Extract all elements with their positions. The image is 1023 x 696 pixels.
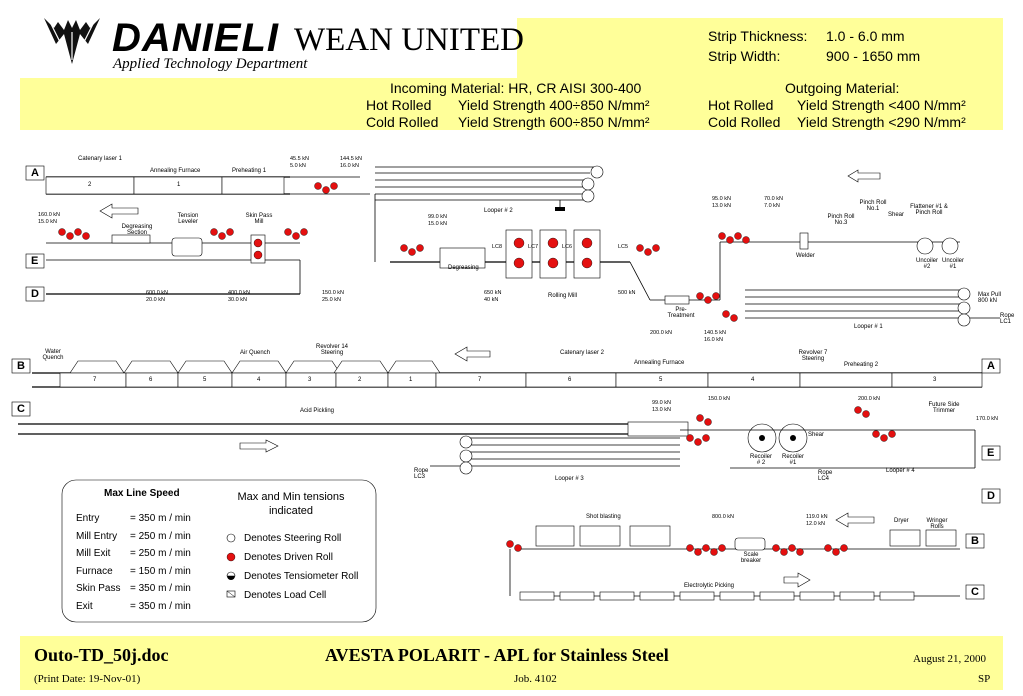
speed-row: Mill Exit = 250 m / min: [76, 548, 191, 559]
tension-label: 30.0 kN: [228, 297, 247, 303]
tension-label: 200.0 kN: [858, 396, 881, 402]
stand-lc8: LC8: [492, 244, 503, 250]
tension-label: 20.0 kN: [146, 297, 165, 303]
catenary-laser-2: Catenary laser 2: [560, 350, 605, 356]
pretreatment: Pre-Treatment: [667, 307, 695, 319]
job-number: Job. 4102: [514, 673, 557, 685]
zone-b-3: 3: [308, 377, 312, 383]
strip-width-value: 900 - 1650 mm: [826, 48, 921, 64]
strip-thickness-label: Strip Thickness:: [708, 28, 808, 44]
marker-E-top: E: [31, 255, 39, 267]
marker-D-top: D: [31, 288, 39, 300]
zone-b-6b: 6: [568, 377, 572, 383]
tension-label: 99.0 kN: [652, 400, 671, 406]
stand-lc7: LC7: [528, 244, 539, 250]
zone-b-2: 2: [358, 377, 362, 383]
annealing-furnace-b: Annealing Furnace: [634, 360, 685, 366]
tension-label: 150.0 kN: [708, 396, 731, 402]
tension-label: 99.0 kN: [428, 214, 447, 220]
uncoiler-2: Uncoiler #2: [915, 258, 938, 270]
company-name-regular: WEAN UNITED: [294, 22, 525, 58]
speed-row: Entry = 350 m / min: [76, 513, 191, 524]
tension-label: 160.0 kN: [38, 212, 61, 218]
tension-label: 500 kN: [618, 290, 636, 296]
zone-b-6: 6: [149, 377, 153, 383]
rope-lc1: Rope LC1: [1000, 313, 1015, 325]
tension-label: 16.0 kN: [340, 163, 359, 169]
pinch-roll-1: Pinch Roll No.1: [859, 200, 887, 212]
max-line-speed-title: Max Line Speed: [104, 488, 180, 499]
tension-label: 95.0 kN: [712, 196, 731, 202]
flattener: Flattener #1 & Pinch Roll: [910, 204, 948, 216]
air-quench: Air Quench: [240, 350, 271, 356]
incoming-row-spec: Yield Strength 600÷850 N/mm²: [458, 114, 650, 130]
outgoing-row-type: Hot Rolled: [708, 97, 774, 113]
dryer: Dryer: [894, 518, 909, 524]
looper-2: Looper # 2: [484, 208, 513, 214]
footer-initials: SP: [978, 673, 991, 685]
tension-label: 15.0 kN: [38, 219, 57, 225]
company-name-bold: DANIELI: [112, 16, 279, 60]
degreasing-section: Degreasing Section: [121, 224, 153, 236]
looper-4: Looper # 4: [886, 468, 915, 474]
shot-blasting: Shot blasting: [586, 514, 621, 520]
stand-lc5: LC5: [618, 244, 629, 250]
zone-b-4b: 4: [751, 377, 755, 383]
legend-loadcell: Denotes Load Cell: [244, 590, 327, 601]
legend-steering: Denotes Steering Roll: [244, 533, 342, 544]
department-label: Applied Technology Department: [113, 56, 308, 72]
tension-label: 144.5 kN: [340, 156, 363, 162]
strip-width-label: Strip Width:: [708, 48, 781, 64]
acid-pickling: Acid Pickling: [300, 408, 335, 414]
scale-breaker: Scale breaker: [740, 552, 762, 564]
strip-thickness-value: 1.0 - 6.0 mm: [826, 28, 905, 44]
zone-b-7: 7: [93, 377, 97, 383]
tension-label: 70.0 kN: [764, 196, 783, 202]
outgoing-row-spec: Yield Strength <400 N/mm²: [797, 97, 966, 113]
max-pull-entry: Max Pull 800 kN: [978, 292, 1002, 304]
incoming-row-spec: Yield Strength 400÷850 N/mm²: [458, 97, 650, 113]
preheating-2: Preheating 2: [844, 362, 879, 368]
zone-2: 2: [88, 182, 92, 188]
footer-date: August 21, 2000: [913, 653, 987, 665]
welder: Welder: [796, 253, 815, 259]
marker-C-left: C: [17, 403, 25, 415]
revolver-7: Revolver 7 Steering: [798, 350, 828, 362]
recoiler-1: Recoiler #1: [781, 454, 804, 466]
marker-A-top: A: [31, 167, 39, 179]
tension-label: 15.0 kN: [428, 221, 447, 227]
tension-label: 13.0 kN: [712, 203, 731, 209]
marker-E-right: E: [987, 447, 995, 459]
incoming-row-type: Hot Rolled: [366, 97, 432, 113]
tension-label: 5.0 kN: [290, 163, 306, 169]
tension-label: 16.0 kN: [704, 337, 723, 343]
stand-lc6: LC6: [562, 244, 573, 250]
tension-label: 45.5 kN: [290, 156, 309, 162]
print-date: (Print Date: 19-Nov-01): [34, 673, 141, 685]
tension-label: 800.0 kN: [712, 514, 735, 520]
marker-B-bottom: B: [971, 535, 979, 547]
wringer-rolls: Wringer Rolls: [926, 518, 948, 530]
shear-exit: Shear: [808, 432, 825, 438]
outgoing-material-title: Outgoing Material:: [785, 80, 900, 96]
rolling-mill: Rolling Mill: [548, 293, 578, 299]
tension-label: 140.5 kN: [704, 330, 727, 336]
marker-D-right: D: [987, 490, 995, 502]
incoming-row-type: Cold Rolled: [366, 114, 439, 130]
footer-title: AVESTA POLARIT - APL for Stainless Steel: [325, 645, 669, 665]
tension-label: 13.0 kN: [652, 407, 671, 413]
legend-driven: Denotes Driven Roll: [244, 552, 333, 563]
marker-A-right: A: [987, 360, 995, 372]
skin-pass-mill: Skin Pass Mill: [245, 213, 273, 225]
tension-label: 12.0 kN: [806, 521, 825, 527]
looper-3: Looper # 3: [555, 476, 584, 482]
marker-B-left: B: [17, 360, 25, 372]
tension-label: 200.0 kN: [650, 330, 673, 336]
tension-label: 650 kN: [484, 290, 502, 296]
speed-row: Mill Entry = 250 m / min: [76, 530, 191, 542]
tension-label: 600.0 kN: [146, 290, 169, 296]
pinch-roll-3: Pinch Roll No.3: [827, 214, 855, 226]
incoming-material-title: Incoming Material: HR, CR AISI 300-400: [390, 80, 642, 96]
speed-row: Exit = 350 m / min: [76, 600, 191, 612]
recoiler-2: Recoiler # 2: [749, 454, 772, 466]
revolver-14: Revolver 14 Steering: [315, 344, 348, 356]
tension-label: 119.0 kN: [806, 514, 828, 520]
degreasing: Degreasing: [448, 265, 479, 271]
outgoing-row-type: Cold Rolled: [708, 114, 781, 130]
tension-label: 40 kN: [484, 297, 499, 303]
tension-label: 7.0 kN: [764, 203, 780, 209]
tension-title: Max and Min tensions indicated: [237, 491, 345, 517]
doc-name: Outo-TD_50j.doc: [34, 645, 169, 665]
zone-b-3b: 3: [933, 377, 937, 383]
zone-b-5b: 5: [659, 377, 663, 383]
catenary-laser-1: Catenary laser 1: [78, 156, 123, 162]
zone-b-1: 1: [409, 377, 413, 383]
rope-lc3: Rope LC3: [414, 468, 429, 480]
electrolytic-picking: Electrolytic Picking: [684, 583, 735, 589]
tension-label: 170.0 kN: [976, 416, 999, 422]
shear-entry: Shear: [888, 212, 905, 218]
tension-label: 400.0 kN: [228, 290, 251, 296]
zone-b-4: 4: [257, 377, 261, 383]
outgoing-row-spec: Yield Strength <290 N/mm²: [797, 114, 966, 130]
speed-row: Skin Pass = 350 m / min: [76, 583, 191, 594]
side-trimmer: Future Side Trimmer: [928, 402, 960, 414]
zone-b-5: 5: [203, 377, 207, 383]
rope-lc4: Rope LC4: [818, 470, 833, 482]
zone-1: 1: [177, 182, 181, 188]
annealing-furnace-top: Annealing Furnace: [150, 168, 201, 174]
zone-b-7b: 7: [478, 377, 482, 383]
tension-label: 25.0 kN: [322, 297, 341, 303]
preheating-1: Preheating 1: [232, 168, 267, 174]
uncoiler-1: Uncoiler #1: [941, 258, 964, 270]
marker-C-bottom: C: [971, 586, 979, 598]
speed-list: [76, 510, 216, 615]
speed-row: Furnace = 150 m / min: [76, 565, 191, 577]
looper-1: Looper # 1: [854, 324, 883, 330]
water-quench: Water Quench: [42, 349, 64, 361]
tension-leveler: Tension Leveler: [177, 213, 199, 225]
tension-label: 150.0 kN: [322, 290, 345, 296]
legend-tensiometer: Denotes Tensiometer Roll: [244, 571, 359, 582]
